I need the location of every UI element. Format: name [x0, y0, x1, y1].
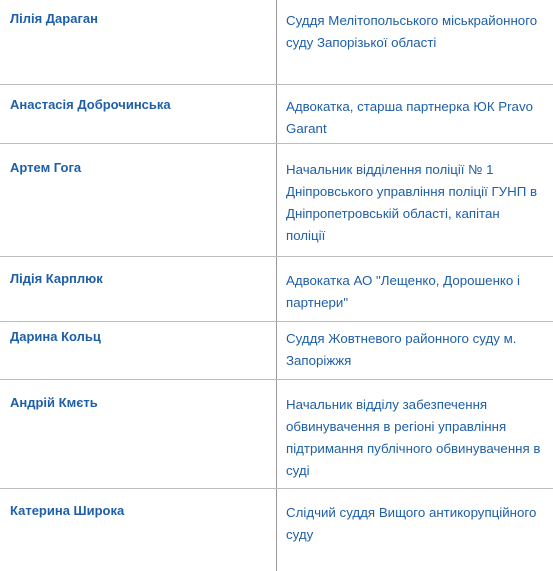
person-name: Дарина Кольц — [10, 329, 101, 344]
row-divider — [0, 256, 553, 257]
person-role: Слідчий суддя Вищого антикорупційного суду — [286, 505, 537, 542]
table-row — [0, 492, 553, 571]
person-name: Лілія Дараган — [10, 11, 98, 26]
person-name: Андрій Кмєть — [10, 395, 98, 410]
row-divider — [0, 488, 553, 489]
table-row — [0, 318, 553, 379]
row-divider — [0, 84, 553, 85]
person-role: Начальник відділу забезпечення обвинувачення в регіоні управління підтримання публічного обвинувачення в суді — [286, 397, 541, 478]
person-role: Суддя Мелітопольського міськрайонного суду Запорізької області — [286, 13, 538, 50]
person-name: Артем Гога — [10, 160, 82, 175]
row-divider — [0, 379, 553, 380]
row-divider — [0, 143, 553, 144]
person-name: Анастасія Доброчинська — [10, 97, 171, 112]
table-row — [0, 149, 553, 256]
table-row — [0, 260, 553, 322]
person-role: Суддя Жовтневого районного суду м. Запоріжжя — [286, 331, 517, 368]
person-name: Катерина Широка — [10, 503, 125, 518]
person-role: Начальник відділення поліції № 1 Дніпровського управління поліції ГУНП в Дніпропетровській області, капітан поліції — [286, 162, 538, 243]
table-row — [0, 86, 553, 143]
table-row — [0, 0, 553, 84]
person-role: Адвокатка АО "Лещенко, Дорошенко і партнери" — [286, 273, 520, 310]
person-name: Лідія Карплюк — [10, 271, 103, 286]
table-row — [0, 384, 553, 486]
person-role: Адвокатка, старша партнерка ЮК Pravo Garant — [286, 99, 533, 136]
